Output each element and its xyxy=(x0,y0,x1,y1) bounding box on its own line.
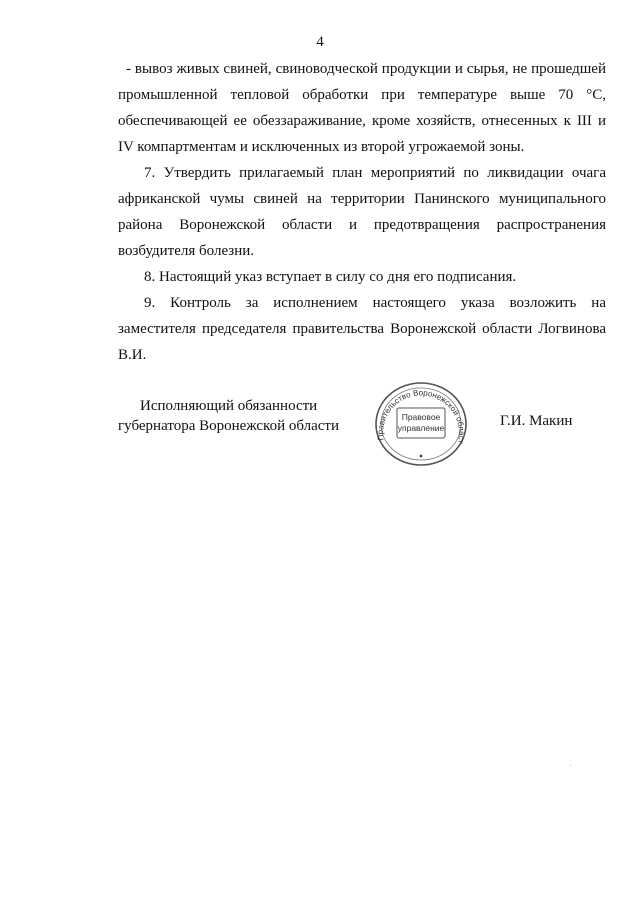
page-number: 4 xyxy=(316,34,324,50)
signatory-position xyxy=(118,396,339,436)
scan-dot xyxy=(570,765,571,766)
signatory-position-line2: губернатора Воронежской области xyxy=(118,418,339,434)
signatory-name: Г.И. Макин xyxy=(500,413,573,429)
stamp-outer-text: Правительство Воронежской област xyxy=(375,388,467,445)
paragraph-9-control: 9. Контроль за исполнением настоящего указа возложить на заместителя председателя правительства Воронежской области Логвинова В.И. xyxy=(118,295,606,363)
paragraph-export-ban: - вывоз живых свиней, свиноводческой продукции и сырья, не прошедшей промышленной тепловой обработки при температуре выше 70 °С, обеспечивающей ее обеззараживание, кроме хозяйств, отнесенных к III и IV компартментам и исключенных из второй угрожаемой зоны. xyxy=(118,61,606,155)
paragraph-7-approve-plan: 7. Утвердить прилагаемый план мероприятий по ликвидации очага африканской чумы свиней на территории Панинского муниципального района Воронежской области и предотвращения распространения возбудителя болезни. xyxy=(118,165,606,259)
signatory-position-line1: Исполняющий обязанности xyxy=(140,398,318,414)
stamp-seal-icon xyxy=(370,380,472,468)
paragraph-8-effective-date: 8. Настоящий указ вступает в силу со дня его подписания. xyxy=(144,269,517,285)
document-body xyxy=(118,56,606,368)
stamp-inner-line1: Правовое xyxy=(401,412,441,422)
official-stamp xyxy=(370,380,472,468)
stamp-inner-line2: управление xyxy=(397,423,445,433)
